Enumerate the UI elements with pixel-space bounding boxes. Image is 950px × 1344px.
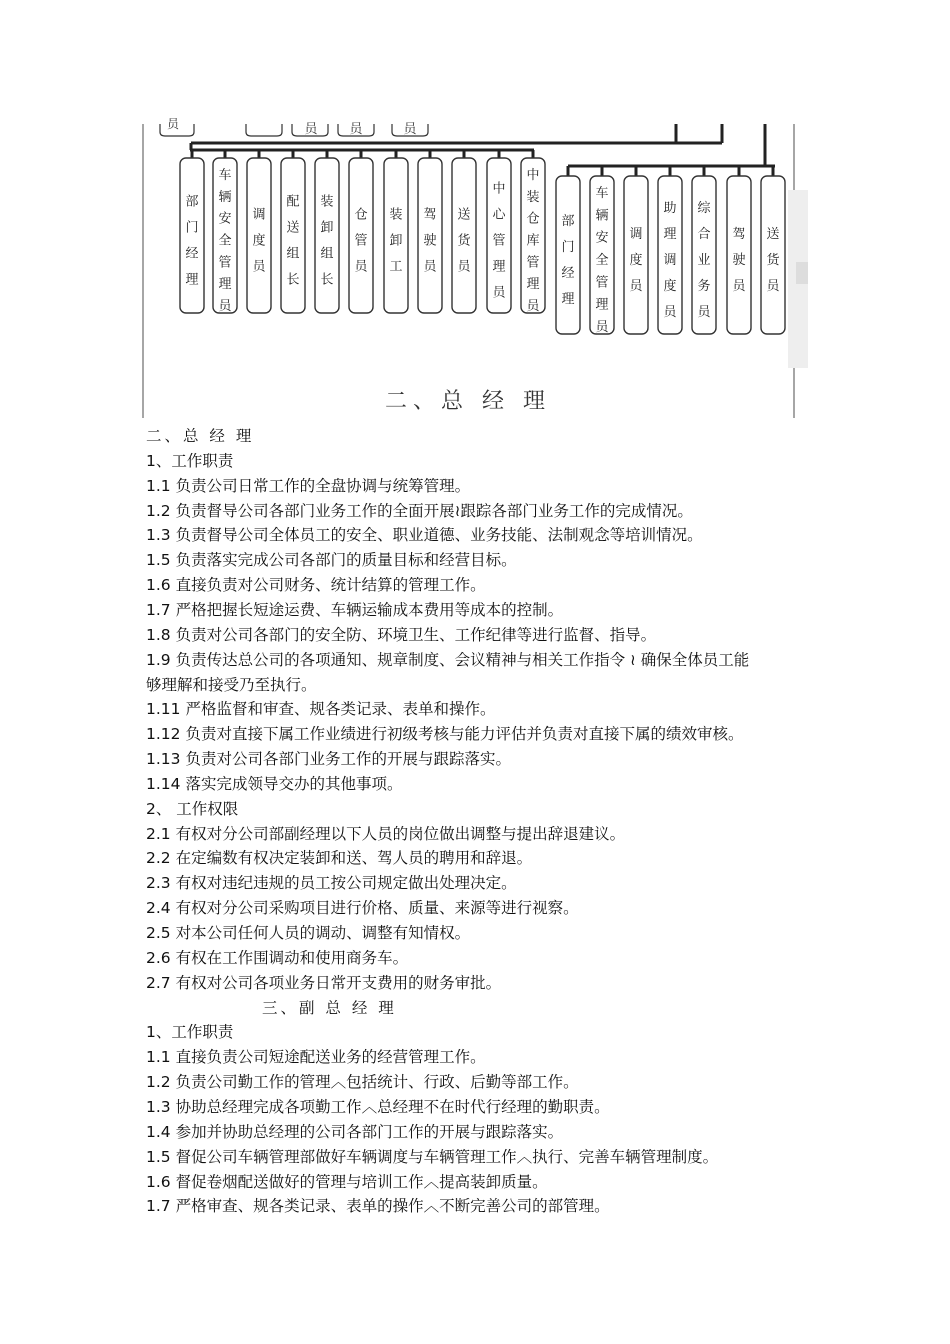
org-box-label: 心 bbox=[492, 207, 506, 223]
text-line: 1.4 参加并协助总经理的公司各部门工作的开展与跟踪落实。 bbox=[146, 1122, 564, 1141]
org-box-label: 全 bbox=[218, 233, 232, 249]
org-box-label: 中 bbox=[492, 181, 506, 197]
org-box-label: 送 bbox=[457, 207, 471, 223]
org-box-label: 中 bbox=[526, 168, 540, 183]
org-box-label: 管 bbox=[492, 233, 506, 249]
org-box-label: 驾 bbox=[423, 207, 437, 223]
org-box-label: 员 bbox=[252, 259, 266, 275]
org-box-label: 经 bbox=[185, 246, 199, 262]
text-line: 2.2 在定编数有权决定装卸和送、驾人员的聘用和辞退。 bbox=[146, 849, 533, 868]
org-box-label: 员 bbox=[526, 299, 540, 314]
org-box-label: 货 bbox=[457, 233, 471, 249]
partial-box-label: 员 bbox=[166, 117, 180, 131]
org-box-label: 装 bbox=[320, 194, 334, 210]
org-box-label: 送 bbox=[766, 227, 780, 242]
org-box-label: 管 bbox=[354, 233, 368, 249]
org-box-label: 员 bbox=[697, 305, 711, 320]
org-box-label: 经 bbox=[561, 266, 575, 281]
org-box-label: 员 bbox=[663, 305, 677, 320]
text-line: 2.3 有权对违纪违规的员工按公司规定做出处理决定。 bbox=[146, 874, 517, 893]
org-box-label: 理 bbox=[492, 259, 506, 275]
org-box-label: 货 bbox=[766, 253, 780, 268]
org-box-label: 管 bbox=[526, 255, 540, 271]
org-box-label: 员 bbox=[595, 320, 609, 335]
section-heading: 二、总 经 理 bbox=[146, 427, 255, 445]
text-line: 1.7 严格审查、规各类记录、表单的操作︿不断完善公司的部管理。 bbox=[146, 1197, 610, 1216]
text-line: 2.1 有权对分公司部副经理以下人员的岗位做出调整与提出辞退建议。 bbox=[146, 824, 626, 843]
org-box bbox=[315, 158, 339, 313]
org-box-label: 配 bbox=[286, 194, 300, 210]
text-line: 1.5 负责落实完成公司各部门的质量目标和经营目标。 bbox=[146, 551, 517, 570]
org-box-label: 卸 bbox=[320, 220, 334, 236]
org-box-label: 送 bbox=[286, 220, 300, 236]
text-line: 2.4 有权对分公司采购项目进行价格、质量、来源等进行视察。 bbox=[146, 899, 579, 918]
text-line: 1.3 负责督导公司全体员工的安全、职业道德、业务技能、法制观念等培训情况。 bbox=[146, 526, 703, 545]
text-line: 1.2 负责公司勤工作的管理︿包括统计、行政、后勤等部工作。 bbox=[146, 1073, 579, 1092]
text-line: 2、 工作权限 bbox=[146, 799, 239, 818]
org-box-label: 业 bbox=[697, 253, 711, 268]
text-line: 1.13 负责对公司各部门业务工作的开展与跟踪落实。 bbox=[146, 750, 511, 769]
org-box-label: 理 bbox=[218, 277, 232, 293]
org-box-label: 部 bbox=[561, 214, 575, 229]
text-line: 1.8 负责对公司各部门的安全防、环境卫生、工作纪律等进行监督、指导。 bbox=[146, 625, 657, 644]
text-line: 2.6 有权在工作围调动和使用商务车。 bbox=[146, 948, 409, 967]
org-box-label: 员 bbox=[732, 279, 746, 294]
section-heading: 三、副 总 经 理 bbox=[262, 998, 397, 1017]
org-box-label: 员 bbox=[492, 285, 506, 301]
org-chart bbox=[0, 0, 950, 425]
org-box-label: 员 bbox=[354, 259, 368, 275]
org-box-label: 调 bbox=[663, 253, 677, 268]
org-box-label: 部 bbox=[185, 194, 199, 210]
org-box-label: 员 bbox=[457, 259, 471, 275]
text-line: 2.7 有权对公司各项业务日常开支费用的财务审批。 bbox=[146, 973, 502, 992]
org-box-label: 理 bbox=[561, 292, 575, 307]
org-box-label: 综 bbox=[697, 201, 711, 216]
org-box-label: 组 bbox=[286, 246, 300, 262]
org-box-label: 调 bbox=[629, 227, 643, 242]
text-line: 1、工作职责 bbox=[146, 451, 234, 470]
text-line: 1.11 严格监督和审查、规各类记录、表单和操作。 bbox=[146, 700, 496, 719]
org-box-label: 员 bbox=[423, 259, 437, 275]
text-line: 1.2 负责督导公司各部门业务工作的全面开展≀跟踪各部门业务工作的完成情况。 bbox=[146, 501, 693, 520]
text-line: 1.1 直接负责公司短途配送业务的经营管理工作。 bbox=[146, 1048, 486, 1067]
text-line: 1.6 督促卷烟配送做好的管理与培训工作︿提高装卸质量。 bbox=[146, 1172, 548, 1191]
org-box-label: 理 bbox=[663, 227, 677, 242]
org-box-label: 库 bbox=[526, 233, 540, 249]
org-box-label: 度 bbox=[629, 253, 643, 268]
org-box-label: 驶 bbox=[732, 253, 746, 268]
org-box-label: 度 bbox=[663, 279, 677, 294]
org-box-label: 员 bbox=[766, 279, 780, 294]
org-box-label: 车 bbox=[218, 168, 232, 183]
org-box-label: 度 bbox=[252, 233, 266, 249]
org-box-label: 组 bbox=[320, 246, 334, 262]
org-box-label: 驾 bbox=[732, 227, 746, 242]
org-box-label: 全 bbox=[595, 253, 609, 268]
org-box bbox=[556, 176, 580, 334]
org-box-label: 装 bbox=[389, 207, 403, 223]
org-box-label: 门 bbox=[185, 220, 199, 236]
org-box bbox=[180, 158, 204, 313]
text-line: 1.1 负责公司日常工作的全盘协调与统筹管理。 bbox=[146, 476, 471, 495]
org-box-label: 卸 bbox=[389, 233, 403, 249]
org-box-label: 驶 bbox=[423, 233, 437, 249]
org-box-label: 理 bbox=[595, 297, 609, 313]
side-strip-mark bbox=[796, 262, 808, 284]
org-box-label: 员 bbox=[629, 279, 643, 294]
org-box-label: 务 bbox=[697, 279, 711, 294]
partial-box-label: 员 bbox=[349, 122, 363, 137]
org-box-label: 管 bbox=[218, 255, 232, 271]
org-box-label: 辆 bbox=[218, 189, 232, 205]
org-box-label: 装 bbox=[526, 189, 540, 205]
text-line: 1.9 负责传达总公司的各项通知、规章制度、会议精神与相关工作指令 ≀ 确保全体员工能 bbox=[146, 650, 750, 669]
text-line: 1.12 负责对直接下属工作业绩进行初级考核与能力评估并负责对直接下属的绩效审核。 bbox=[146, 725, 744, 744]
partial-box-label: 员 bbox=[403, 122, 417, 137]
org-box-label: 合 bbox=[697, 227, 711, 242]
org-box-label: 长 bbox=[320, 272, 334, 288]
org-box-label: 门 bbox=[561, 240, 575, 255]
partial-box bbox=[246, 124, 282, 136]
org-chart-caption: 二、总 经 理 bbox=[385, 389, 551, 414]
org-box-label: 管 bbox=[595, 275, 609, 291]
text-line: 1.7 严格把握长短途运费、车辆运输成本费用等成本的控制。 bbox=[146, 600, 564, 619]
org-box-label: 安 bbox=[218, 211, 232, 227]
text-line: 2.5 对本公司任何人员的调动、调整有知情权。 bbox=[146, 924, 471, 942]
org-box-label: 工 bbox=[389, 259, 403, 275]
partial-box-label: 员 bbox=[304, 122, 318, 137]
org-box-label: 辆 bbox=[595, 208, 609, 224]
text-line: 1.14 落实完成领导交办的其他事项。 bbox=[146, 774, 403, 793]
org-box-label: 安 bbox=[595, 230, 609, 246]
text-line: 1.6 直接负责对公司财务、统计结算的管理工作。 bbox=[146, 576, 486, 595]
org-box-label: 调 bbox=[252, 207, 266, 223]
org-box-label: 长 bbox=[286, 272, 300, 288]
org-box-label: 理 bbox=[526, 277, 540, 293]
text-line: 1、工作职责 bbox=[146, 1023, 234, 1042]
org-box bbox=[281, 158, 305, 313]
org-box-label: 仓 bbox=[526, 211, 540, 227]
text-line: 够理解和接受乃至执行。 bbox=[146, 675, 317, 694]
org-box-label: 理 bbox=[185, 272, 199, 288]
org-box-label: 员 bbox=[218, 299, 232, 314]
text-line: 1.3 协助总经理完成各项勤工作︿总经理不在时代行经理的勤职责。 bbox=[146, 1097, 610, 1116]
org-box-label: 仓 bbox=[354, 207, 368, 223]
org-box-label: 车 bbox=[595, 186, 609, 201]
text-line: 1.5 督促公司车辆管理部做好车辆调度与车辆管理工作︿执行、完善车辆管理制度。 bbox=[146, 1147, 719, 1166]
org-box-label: 助 bbox=[663, 201, 677, 216]
